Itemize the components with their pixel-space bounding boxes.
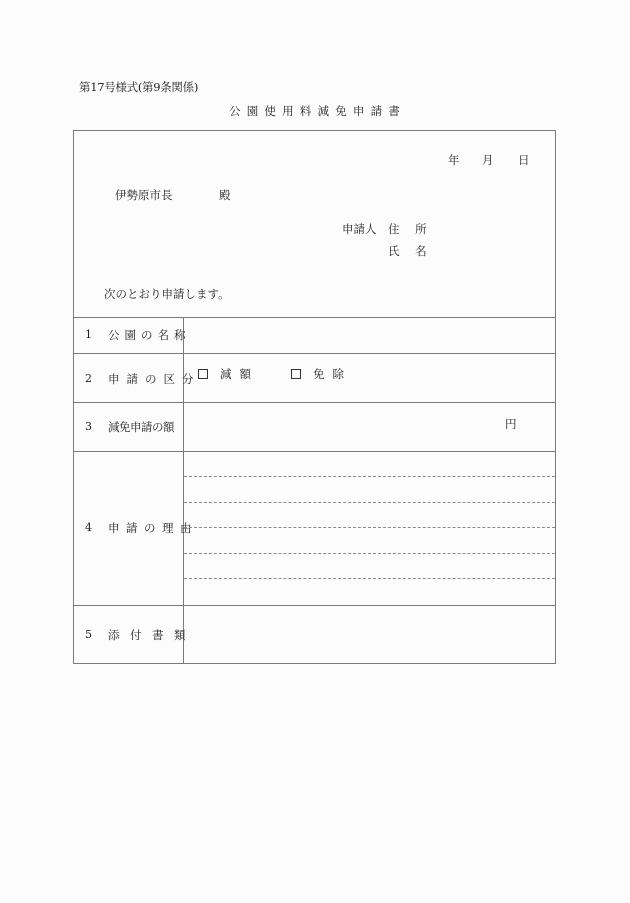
form-number: 第17号様式(第9条関係) [79,80,199,94]
option-exemption[interactable] [291,367,352,381]
row-divider [74,317,555,318]
currency-unit: 円 [505,417,517,431]
row-label: 公園の名称 [108,328,191,342]
row-divider [74,605,555,606]
application-form [73,130,556,664]
applicant-label: 申請人 [342,222,377,236]
statement-text: 次のとおり申請します。 [104,287,230,301]
checkbox-icon[interactable] [198,369,208,379]
park-name-field[interactable] [186,319,554,352]
row-divider [74,451,555,452]
row-number: 1 [85,328,92,341]
reduction-amount-field[interactable] [186,404,496,450]
form-title: 公園使用料減免申請書 [229,104,406,118]
addressee-honorific: 殿 [219,188,231,202]
row-number: 4 [85,521,92,534]
date-day-label: 日 [518,153,530,167]
row-number: 5 [85,628,92,641]
reason-field[interactable] [186,453,554,604]
date-year-label: 年 [448,153,460,167]
applicant-name-label: 氏 名 [388,244,433,258]
option-label: 免除 [313,367,352,381]
applicant-address-label: 住 所 [388,222,433,236]
row-label: 申請の区分 [108,372,201,386]
row-divider [74,402,555,403]
option-label: 減額 [220,367,259,381]
column-divider [183,317,184,664]
option-reduction[interactable] [198,367,259,381]
checkbox-icon[interactable] [291,369,301,379]
attachments-field[interactable] [186,607,554,663]
row-label: 添付書類 [108,628,196,642]
row-label: 申請の理由 [108,521,198,535]
row-number: 2 [85,372,92,385]
date-month-label: 月 [482,153,494,167]
addressee-name: 伊勢原市長 [115,188,173,202]
row-number: 3 [85,420,92,433]
row-divider [74,353,555,354]
row-label: 減免申請の額 [108,420,174,434]
